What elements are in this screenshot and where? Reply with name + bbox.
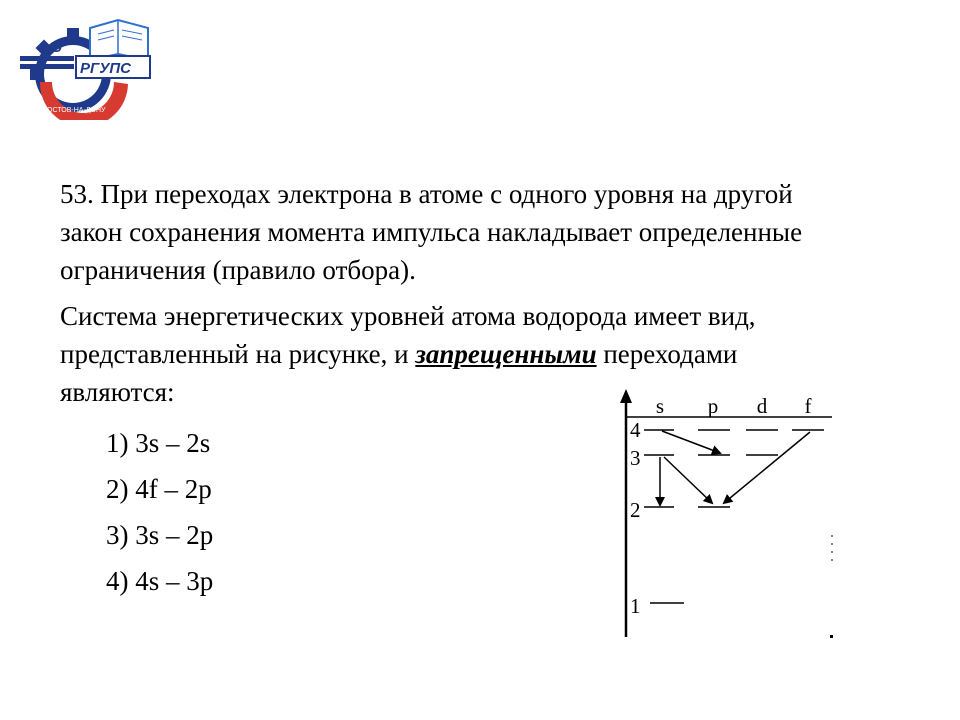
level-label-2: 2 xyxy=(630,498,641,522)
level-label-3: 3 xyxy=(630,446,641,470)
logo-name: РГУПС xyxy=(80,60,131,77)
answer-option-3[interactable]: 3) 3s – 2p xyxy=(106,520,214,550)
column-label-p: p xyxy=(707,394,719,418)
transition-4f-2p xyxy=(724,432,810,503)
answer-option-4[interactable]: 4) 4s – 3p xyxy=(106,566,214,596)
paragraph-2-start: Система энергетических уровней атома водорода имеет вид, представленный на рисунке, и xyxy=(60,301,756,369)
logo-letter: U xyxy=(52,39,63,55)
level-label-4: 4 xyxy=(630,418,641,442)
logo-city: РОСТОВ-НА-ДОНУ xyxy=(42,107,106,114)
forbidden-emphasis: запрещенными xyxy=(415,339,597,369)
answer-option-2[interactable]: 2) 4f – 2p xyxy=(106,474,212,504)
university-logo xyxy=(18,12,163,120)
transition-3s-2p xyxy=(664,457,712,503)
transition-4s-3p xyxy=(662,431,720,453)
level-label-1: 1 xyxy=(630,594,641,618)
energy-level-diagram xyxy=(600,385,840,645)
question-text xyxy=(60,175,850,411)
energy-axis-arrow-icon xyxy=(620,389,632,403)
logo-emblem-icon xyxy=(18,12,163,120)
answer-option-1[interactable]: 1) 3s – 2s xyxy=(106,428,211,458)
answer-options xyxy=(106,428,213,612)
column-label-s: s xyxy=(655,394,665,418)
question-paragraph-1: 53. При переходах электрона в атоме с одного уровня на другой закон сохранения момента импульса накладывает определенные ограничения (правило отбора). xyxy=(60,179,803,285)
column-label-f: f xyxy=(804,394,812,418)
edge-dot xyxy=(830,635,833,638)
paragraph-2-end: переходами являются: xyxy=(60,339,738,407)
column-label-d: d xyxy=(756,394,768,418)
